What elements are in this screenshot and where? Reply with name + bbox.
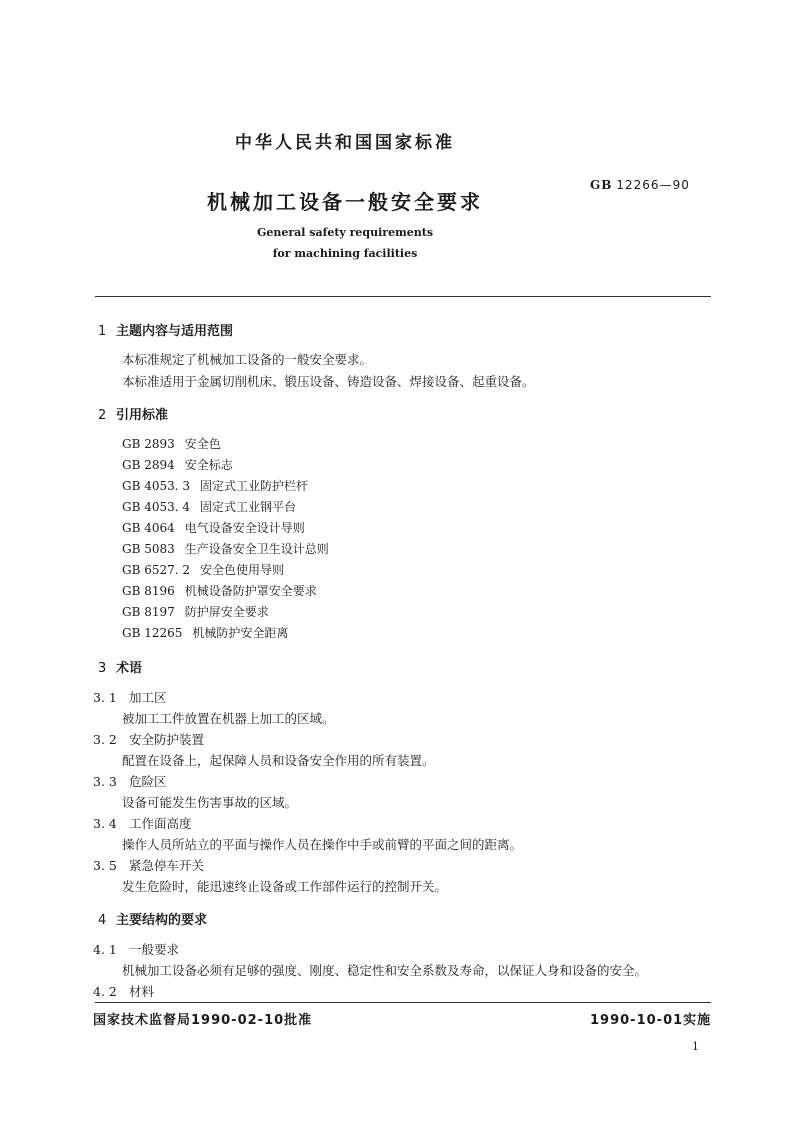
subsection-paragraph: 机械加工设备必须有足够的强度、刚度、稳定性和安全系数及寿命，以保证人身和设备的安全。 xyxy=(122,963,648,978)
section-4-heading xyxy=(98,909,207,928)
standard-code xyxy=(590,178,690,192)
reference-item xyxy=(122,582,317,599)
section-1-paragraph: 本标准适用于金属切削机床、锻压设备、铸造设备、焊接设备、起重设备。 xyxy=(122,374,535,389)
section-title: 引用标准 xyxy=(116,408,169,423)
term-number: 3. 5 xyxy=(93,858,117,873)
footer-divider xyxy=(95,1002,711,1003)
term-heading xyxy=(93,772,167,790)
reference-code: GB 4064 xyxy=(122,521,175,535)
reference-code: GB 2894 xyxy=(122,458,175,472)
term-heading xyxy=(93,814,192,832)
standard-code-number: 12266—90 xyxy=(616,178,690,192)
section-number: 4 xyxy=(98,913,107,928)
section-number: 2 xyxy=(98,408,107,423)
subsection-heading xyxy=(93,940,179,958)
approval-statement: 国家技术监督局1990-02-10批准 xyxy=(93,1013,313,1028)
reference-code: GB 8196 xyxy=(122,584,175,598)
subsection-title: 材料 xyxy=(129,984,155,999)
term-number: 3. 2 xyxy=(93,732,117,747)
reference-code: GB 4053. 3 xyxy=(122,479,191,493)
english-title-line-1: General safety requirements xyxy=(256,226,434,239)
reference-item xyxy=(122,540,329,557)
reference-title: 电气设备安全设计导则 xyxy=(184,521,305,535)
term-name: 工作面高度 xyxy=(129,816,192,831)
term-heading xyxy=(93,730,204,748)
document-title: 机械加工设备一般安全要求 xyxy=(207,190,483,214)
term-heading xyxy=(93,688,167,706)
term-name: 危险区 xyxy=(129,774,167,789)
term-number: 3. 1 xyxy=(93,690,117,705)
section-1-paragraph: 本标准规定了机械加工设备的一般安全要求。 xyxy=(122,352,373,367)
term-definition: 设备可能发生伤害事故的区域。 xyxy=(122,795,298,810)
reference-title: 防护屏安全要求 xyxy=(184,605,269,619)
reference-item xyxy=(122,624,288,641)
reference-title: 机械设备防护罩安全要求 xyxy=(184,584,317,598)
reference-item xyxy=(122,498,296,515)
reference-title: 固定式工业钢平台 xyxy=(200,500,297,514)
term-definition: 配置在设备上，起保障人员和设备安全作用的所有装置。 xyxy=(122,753,435,768)
term-number: 3. 3 xyxy=(93,774,117,789)
subsection-heading xyxy=(93,982,154,1000)
term-heading xyxy=(93,856,204,874)
effective-date: 1990-10-01实施 xyxy=(590,1013,712,1028)
section-2-heading xyxy=(98,404,168,423)
reference-item xyxy=(122,477,308,494)
reference-code: GB 6527. 2 xyxy=(122,563,191,577)
english-title-line-2: for machining facilities xyxy=(272,247,418,260)
reference-title: 固定式工业防护栏杆 xyxy=(200,479,309,493)
section-title: 主要结构的要求 xyxy=(116,913,208,928)
term-number: 3. 4 xyxy=(93,816,117,831)
reference-title: 安全色 xyxy=(184,437,221,451)
standard-org-heading: 中华人民共和国国家标准 xyxy=(235,133,455,153)
reference-title: 安全色使用导则 xyxy=(200,563,285,577)
standard-code-prefix: GB xyxy=(590,178,613,192)
term-name: 安全防护装置 xyxy=(129,732,205,747)
reference-title: 生产设备安全卫生设计总则 xyxy=(184,542,329,556)
reference-code: GB 4053. 4 xyxy=(122,500,191,514)
term-definition: 操作人员所站立的平面与操作人员在操作中手或前臂的平面之间的距离。 xyxy=(122,837,523,852)
reference-item xyxy=(122,561,284,578)
page-number: 1 xyxy=(692,1040,699,1053)
reference-code: GB 8197 xyxy=(122,605,175,619)
subsection-title: 一般要求 xyxy=(129,942,180,957)
term-definition: 被加工工件放置在机器上加工的区域。 xyxy=(122,711,335,726)
subsection-number: 4. 1 xyxy=(93,942,117,957)
header-divider xyxy=(95,296,711,297)
term-name: 紧急停车开关 xyxy=(129,858,205,873)
reference-code: GB 12265 xyxy=(122,626,183,640)
section-3-heading xyxy=(98,657,142,676)
term-definition: 发生危险时，能迅速终止设备或工作部件运行的控制开关。 xyxy=(122,879,448,894)
reference-item xyxy=(122,603,269,620)
section-number: 3 xyxy=(98,661,107,676)
reference-code: GB 5083 xyxy=(122,542,175,556)
reference-item xyxy=(122,435,221,452)
section-title: 术语 xyxy=(116,661,143,676)
section-1-heading xyxy=(98,320,233,339)
reference-title: 安全标志 xyxy=(184,458,233,472)
term-name: 加工区 xyxy=(129,690,167,705)
reference-item xyxy=(122,519,305,536)
section-number: 1 xyxy=(98,324,107,339)
reference-item xyxy=(122,456,233,473)
section-title: 主题内容与适用范围 xyxy=(116,324,234,339)
reference-code: GB 2893 xyxy=(122,437,175,451)
subsection-number: 4. 2 xyxy=(93,984,117,999)
reference-title: 机械防护安全距离 xyxy=(192,626,289,640)
